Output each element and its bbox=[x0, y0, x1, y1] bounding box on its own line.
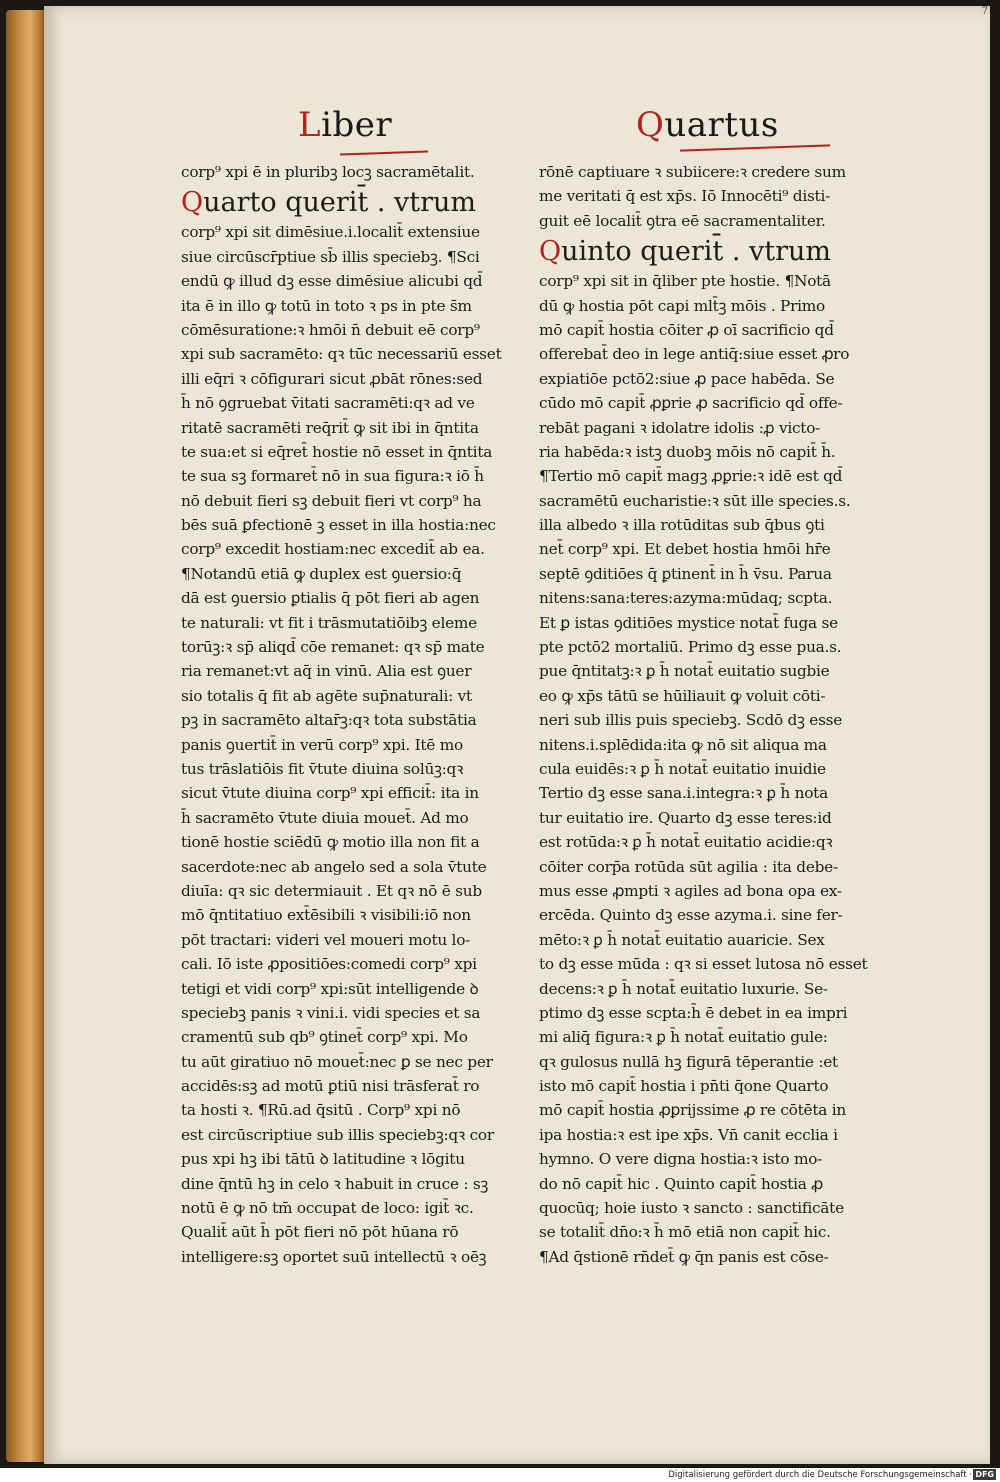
right-column-text-line: mō capit̄ hostia ꝓꝑrijssime ꝓ re cōtēta in bbox=[539, 1101, 846, 1120]
left-column-text-line: cali. Iō iste ꝓpositiōes:comedi corp⁹ xpi bbox=[181, 955, 477, 974]
left-heading-text: uarto querit̄ . vtrum bbox=[203, 187, 477, 219]
right-column-text-line: isto mō capit̄ hostia i pn̄ti q̄one Quarto bbox=[539, 1077, 829, 1096]
right-column-text-line: ¶Ad q̄stionē rn̄det̄ ꝙ q̄n panis est cōse- bbox=[539, 1247, 829, 1266]
left-column-text-line: intelligere:sꝫ oportet suū intellectū ꝛ oēꝫ bbox=[181, 1247, 487, 1266]
left-heading-initial: Q bbox=[181, 187, 204, 219]
left-column bbox=[181, 160, 561, 1269]
right-column-text-line: decens:ꝛ ꝑ h̄ notat̄ euitatio luxurie. Se- bbox=[539, 979, 828, 998]
left-column-text-line: illi eq̄ri ꝛ cōfigurari sicut ꝓbāt rōnes:sed bbox=[181, 369, 483, 388]
running-head-left-text: iber bbox=[321, 105, 393, 145]
left-column-text-line: te sua:et si eq̄ret̄ hostie nō esset in q̄ntita bbox=[181, 442, 493, 461]
left-column-heading bbox=[181, 188, 561, 218]
right-column-text-line: hymno. O vere digna hostia:ꝛ isto mo- bbox=[539, 1150, 823, 1169]
right-column-text-line: nitens.i.splēdida:ita ꝙ nō sit aliqua ma bbox=[539, 735, 827, 754]
left-column-text-line: te sua sꝫ formaret̄ nō in sua figura:ꝛ iō h̄ bbox=[181, 467, 484, 486]
left-column-top-line: corp⁹ xpi ē in pluribꝫ locꝫ sacramētalit. bbox=[181, 163, 475, 181]
right-column-top-lines bbox=[539, 160, 919, 233]
right-heading-text: uinto querit̄ . vtrum bbox=[561, 236, 832, 268]
right-column-text-line: ria habēda:ꝛ istꝫ duobꝫ mōis nō capit̄ h̄. bbox=[539, 442, 836, 461]
right-column-text-line: pte pctō2 mortaliū. Primo dꝫ esse pua.s. bbox=[539, 638, 842, 657]
right-column-text-line: neri sub illis puis speciebꝫ. Scdō dꝫ esse bbox=[539, 711, 843, 730]
left-column-text-line: dine q̄ntū hꝫ in celo ꝛ habuit in cruce : sꝫ bbox=[181, 1174, 489, 1193]
left-column-text-line: pōt tractari: videri vel moueri motu lo- bbox=[181, 930, 471, 949]
right-column-text-line: cula euidēs:ꝛ ꝑ h̄ notat̄ euitatio inuidie bbox=[539, 759, 826, 778]
right-column-text-line: ¶Tertio mō capit̄ magꝫ ꝓꝑrie:ꝛ idē est qd̄ bbox=[539, 467, 843, 486]
running-head-left-initial: L bbox=[298, 105, 322, 145]
right-column-heading bbox=[539, 237, 919, 267]
left-column-text-line: est circūscriptiue sub illis speciebꝫ:qꝛ cor bbox=[181, 1125, 494, 1144]
left-column-text-line: notū ē ꝙ nō tm̄ occupat de loco: igit̄ ꝛc. bbox=[181, 1199, 474, 1218]
right-column-text-line: mus esse ꝓmpti ꝛ agiles ad bona opa ex- bbox=[539, 881, 842, 900]
right-column-text-line: ercēda. Quinto dꝫ esse azyma.i. sine fer- bbox=[539, 906, 843, 925]
left-column-text-line: endū ꝙ illud dꝫ esse dimēsiue alicubi qd̄ bbox=[181, 272, 483, 291]
left-column-text-line: torūꝫ:ꝛ sp̄ aliqd̄ cōe remanet: qꝛ sp̄ mate bbox=[181, 638, 485, 657]
right-column-text-line: ptimo dꝫ esse scpta:h̄ ē debet in ea impri bbox=[539, 1003, 848, 1022]
left-column-text-line: speciebꝫ panis ꝛ vini.i. vidi species et sa bbox=[181, 1003, 481, 1022]
right-column-text-line: dū ꝙ hostia pōt capi mlt̄ꝫ mōis . Primo bbox=[539, 296, 826, 315]
right-column-text-line: do nō capit̄ hic . Quinto capit̄ hostia ꝓ bbox=[539, 1174, 823, 1193]
right-column-text-line: rebāt pagani ꝛ idolatre idolis :ꝓ victo- bbox=[539, 418, 821, 437]
left-column-text-line: diuīa: qꝛ sic determiauit . Et qꝛ nō ē sub bbox=[181, 881, 482, 900]
right-column-text-line: pue q̄ntitatꝫ:ꝛ ꝑ h̄ notat̄ euitatio sugbie bbox=[539, 662, 830, 681]
left-column-text-line: h̄ sacramēto v̄tute diuia mouet̄. Ad mo bbox=[181, 808, 469, 827]
left-column-text-line: corp⁹ excedit hostiam:nec excedit̄ ab ea. bbox=[181, 540, 485, 559]
left-column-text-line: cramentū sub qb⁹ ꝯtinet̄ corp⁹ xpi. Mo bbox=[181, 1028, 468, 1047]
dfg-logo: DFG bbox=[975, 1470, 994, 1479]
right-column-text-line: Et ꝑ istas ꝯditiōes mystice notat̄ fuga se bbox=[539, 613, 838, 632]
left-column-text-line: ritatē sacramēti req̄rit̄ ꝙ sit ibi in q̄ntita bbox=[181, 418, 479, 437]
left-column-text-line: te naturali: vt fit i trāsmutatiōibꝫ eleme bbox=[181, 613, 477, 632]
left-column-text-line: tetigi et vidi corp⁹ xpi:sūt intelligende ꝺ bbox=[181, 979, 479, 998]
right-heading-initial: Q bbox=[539, 236, 562, 268]
right-column-text-line: net̄ corp⁹ xpi. Et debet hostia hmōi hr̄e bbox=[539, 540, 831, 559]
right-column-text-line: septē ꝯditiōes q̄ ꝑtinent̄ in h̄ v̄su. Parua bbox=[539, 564, 832, 583]
right-column-text bbox=[539, 269, 919, 1269]
right-column-top-line: me veritati q̄ est xp̄s. Iō Innocēti⁹ disti- bbox=[539, 187, 831, 206]
digitization-credit: Digitalisierung gefördert durch die Deutsche Forschungsgemeinschaft · bbox=[668, 1470, 972, 1480]
left-column-text-line: pus xpi hꝫ ibi tātū ꝺ latitudine ꝛ lōgitu bbox=[181, 1150, 465, 1169]
left-column-text-line: Qualit̄ aūt h̄ pōt fieri nō pōt hūana rō bbox=[181, 1223, 459, 1242]
running-head-right-text: uartus bbox=[664, 105, 779, 145]
right-column-text-line: tur euitatio ire. Quarto dꝫ esse teres:id bbox=[539, 808, 832, 827]
left-column-text-line: nō debuit fieri sꝫ debuit fieri vt corp⁹ ha bbox=[181, 491, 482, 510]
left-column-text-line: h̄ nō ꝯgruebat v̄itati sacramēti:qꝛ ad ve bbox=[181, 394, 475, 413]
right-column-text-line: mēto:ꝛ ꝑ h̄ notat̄ euitatio auaricie. Sex bbox=[539, 930, 825, 949]
left-column-text-line: tionē hostie sciēdū ꝙ motio illa non fit a bbox=[181, 833, 480, 852]
right-column-text-line: corp⁹ xpi sit in q̄liber pte hostie. ¶Notā bbox=[539, 272, 831, 291]
left-column-text bbox=[181, 220, 561, 1269]
left-column-text-line: dā est ꝯuersio ꝑtialis q̄ pōt fieri ab agen bbox=[181, 589, 480, 608]
right-column-text-line: mi aliq̄ figura:ꝛ ꝑ h̄ notat̄ euitatio gule: bbox=[539, 1028, 828, 1047]
right-column-top-line: rōnē captiuare ꝛ subiicere:ꝛ credere sum bbox=[539, 163, 846, 181]
left-column-text-line: ita ē in illo ꝙ totū in toto ꝛ ps in pte s̄m bbox=[181, 296, 472, 315]
right-column-text-line: qꝛ gulosus nullā hꝫ figurā tēperantie :et bbox=[539, 1052, 838, 1071]
left-column-text-line: sacerdote:nec ab angelo sed a sola v̄tute bbox=[181, 857, 487, 876]
left-column-text-line: ria remanet:vt aq̄ in vinū. Alia est ꝯuer bbox=[181, 662, 472, 681]
running-head-right-initial: Q bbox=[636, 105, 665, 145]
left-column-text-line: pꝫ in sacramēto altar̄ꝫ:qꝛ tota substātia bbox=[181, 711, 477, 730]
right-column-text-line: expiatiōe pctō2:siue ꝓ pace habēda. Se bbox=[539, 369, 835, 388]
left-column-text-line: sicut v̄tute diuina corp⁹ xpi efficit̄: ita in bbox=[181, 784, 479, 803]
left-column-text-line: siue circūscr̄ptiue sb̄ illis speciebꝫ. ¶Sci bbox=[181, 247, 480, 266]
right-column-text-line: to dꝫ esse mūda : qꝛ si esset lutosa nō esset bbox=[539, 955, 868, 974]
right-column bbox=[539, 160, 919, 1269]
right-column-text-line: nitens:sana:teres:azyma:mūdaq; scpta. bbox=[539, 589, 833, 608]
right-column-text-line: eo ꝙ xp̄s tātū se hūiliauit ꝙ voluit cōti- bbox=[539, 686, 826, 705]
left-column-text-line: ta hosti ꝛ. ¶Rū.ad q̄sitū . Corp⁹ xpi nō bbox=[181, 1101, 461, 1120]
left-column-top-lines bbox=[181, 160, 561, 184]
corner-mark: 7 bbox=[981, 6, 988, 17]
left-column-text-line: ¶Notandū etiā ꝙ duplex est ꝯuersio:q̄ bbox=[181, 564, 462, 583]
right-column-text-line: ipa hostia:ꝛ est ipe xp̄s. Vn̄ canit ecclia i bbox=[539, 1125, 838, 1144]
right-column-text-line: est rotūda:ꝛ ꝑ h̄ notat̄ euitatio acidie:qꝛ bbox=[539, 833, 833, 852]
left-column-text-line: accidēs:sꝫ ad motū ꝑtiū nisi trāsferat̄ ro bbox=[181, 1077, 480, 1096]
running-head-left bbox=[298, 105, 392, 145]
left-column-text-line: bēs suā ꝑfectionē ꝫ esset in illa hostia:nec bbox=[181, 516, 496, 535]
right-column-text-line: sacramētū eucharistie:ꝛ sūt ille species.s. bbox=[539, 491, 851, 510]
right-column-text-line: offerebat̄ deo in lege antiq̄:siue esset ꝓro bbox=[539, 345, 850, 364]
left-column-text-line: tus trāslatiōis fit v̄tute diuina solūꝫ:qꝛ bbox=[181, 759, 464, 778]
left-column-text-line: mō q̄ntitatiuo ext̄ēsibili ꝛ visibili:iō non bbox=[181, 906, 471, 925]
left-column-text-line: corp⁹ xpi sit dimēsiue.i.localit̄ extensiue bbox=[181, 223, 480, 242]
right-column-text-line: mō capit̄ hostia cōiter ꝓ oī sacrificio qd̄ bbox=[539, 320, 834, 339]
left-column-text-line: panis ꝯuertit̄ in verū corp⁹ xpi. Itē mo bbox=[181, 735, 463, 754]
left-column-text-line: sio totalis q̄ fit ab agēte sup̄naturali: vt bbox=[181, 686, 472, 705]
left-column-text-line: xpi sub sacramēto: qꝛ tūc necessariū esset bbox=[181, 345, 502, 364]
right-column-text-line: cōiter corp̄a rotūda sūt agilia : ita debe- bbox=[539, 857, 838, 876]
book-fore-edge bbox=[6, 10, 46, 1462]
right-column-text-line: Tertio dꝫ esse sana.i.integra:ꝛ ꝑ h̄ nota bbox=[539, 784, 828, 803]
left-column-text-line: cōmēsuratione:ꝛ hmōi n̄ debuit eē corp⁹ bbox=[181, 320, 480, 339]
right-column-text-line: se totalit̄ dn̄o:ꝛ h̄ mō etiā non capit̄ hic. bbox=[539, 1223, 831, 1242]
right-column-text-line: cūdo mō capit̄ ꝓꝑrie ꝓ sacrificio qd̄ offe- bbox=[539, 394, 843, 413]
right-column-top-line: guit eē localit̄ ꝯtra eē sacramentaliter. bbox=[539, 211, 826, 230]
right-column-text-line: quocūq; hoie iusto ꝛ sancto : sanctificāte bbox=[539, 1199, 844, 1218]
left-column-text-line: tu aūt giratiuo nō mouet̄:nec ꝑ se nec per bbox=[181, 1052, 493, 1071]
running-head-right bbox=[636, 105, 779, 145]
right-column-text-line: illa albedo ꝛ illa rotūditas sub q̄bus ꝯti bbox=[539, 516, 825, 535]
